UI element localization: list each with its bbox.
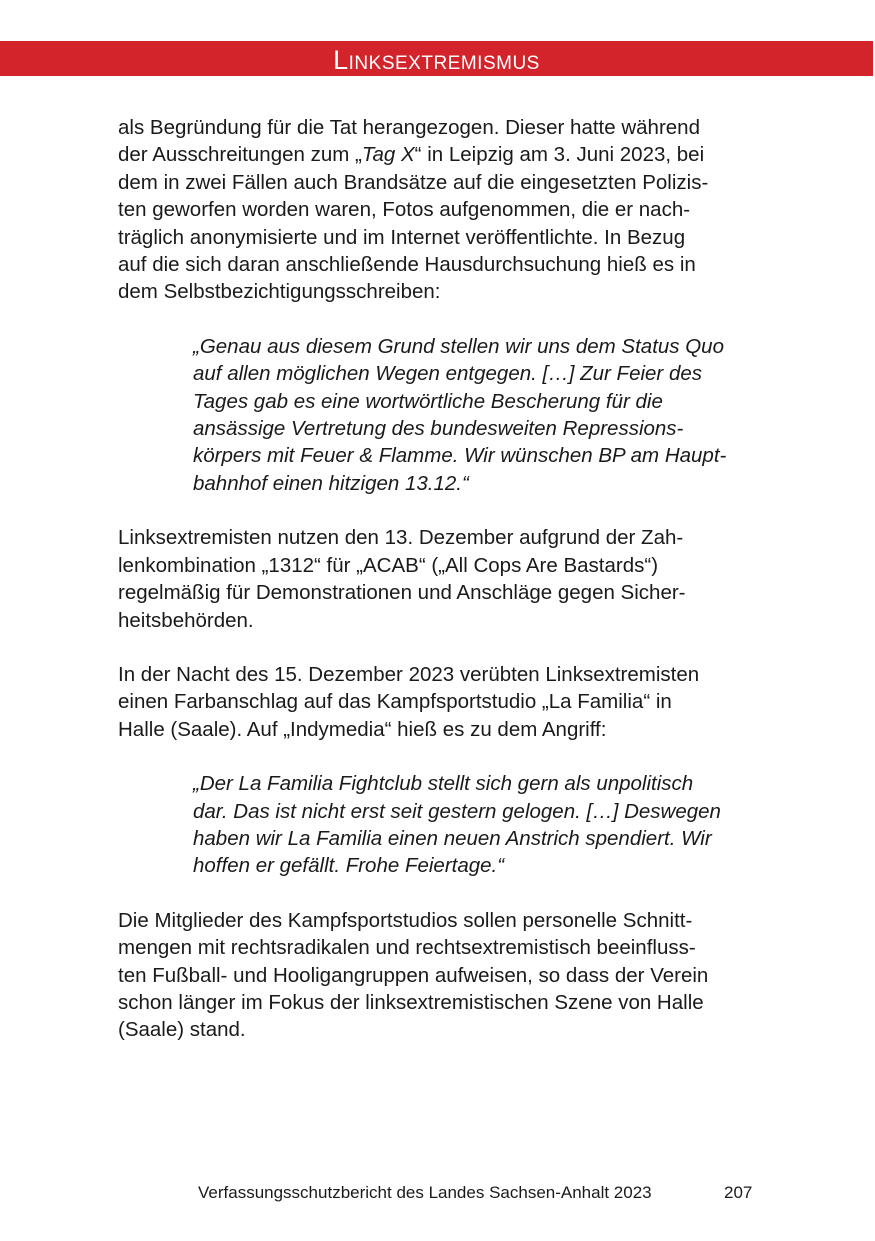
section-title: Linksextremismus — [333, 45, 540, 75]
text-line: träglich anonymisierte und im Internet veröffentlichte. In Bezug — [118, 225, 686, 249]
quote-line: haben wir La Familia einen neuen Anstrich spendiert. Wir — [193, 826, 712, 850]
text-line: (Saale) stand. — [118, 1018, 246, 1042]
text-line: In der Nacht des 15. Dezember 2023 verübten Linksextremisten — [118, 662, 700, 686]
quote-line: ansässige Vertretung des bundesweiten Repressions- — [193, 417, 684, 441]
body-paragraph — [118, 907, 763, 1044]
text-line: als Begründung für die Tat herangezogen. Dieser hatte während — [118, 116, 700, 139]
quote-line: Tages gab es eine wortwörtliche Bescherung für die — [193, 389, 663, 413]
quote-line: „Der La Familia Fightclub stellt sich gern als unpolitisch — [193, 772, 694, 796]
page-number: 207 — [724, 1183, 753, 1202]
text-line — [118, 141, 763, 168]
text-line: lenkombination „1312“ für „ACAB“ („All Cops Are Bastards“) — [118, 553, 659, 577]
text-line: schon länger im Fokus der linksextremistischen Szene von Halle — [118, 990, 704, 1014]
body-paragraph — [118, 114, 763, 306]
text-line: dem in zwei Fällen auch Brandsätze auf die eingesetzten Polizis- — [118, 170, 709, 194]
text-line: heitsbehörden. — [118, 608, 254, 632]
emphasis-term: Tag X — [361, 143, 415, 167]
quote-line: „Genau aus diesem Grund stellen wir uns dem Status Quo — [193, 334, 724, 358]
page-content — [118, 114, 763, 1071]
section-header-bar — [0, 41, 873, 76]
text-line: regelmäßig für Demonstrationen und Anschläge gegen Sicher- — [118, 581, 686, 605]
quote-line: dar. Das ist nicht erst seit gestern gelogen. […] Deswegen — [193, 799, 721, 823]
text-line: Halle (Saale). Auf „Indymedia“ hieß es zu dem Angriff: — [118, 717, 607, 741]
quote-line: auf allen möglichen Wegen entgegen. […] Zur Feier des — [193, 362, 702, 386]
block-quote — [193, 770, 763, 880]
quote-line: körpers mit Feuer & Flamme. Wir wünschen BP am Haupt- — [193, 444, 727, 468]
text-line: dem Selbstbezichtigungsschreiben: — [118, 280, 441, 304]
body-paragraph — [118, 524, 763, 634]
text-line: mengen mit rechtsradikalen und rechtsextremistisch beeinfluss- — [118, 936, 696, 960]
footer-publication-title: Verfassungsschutzbericht des Landes Sachsen-Anhalt 2023 — [198, 1183, 652, 1202]
text-fragment: der Ausschreitungen zum „ — [118, 143, 362, 167]
quote-line: hoffen er gefällt. Frohe Feiertage.“ — [193, 854, 505, 878]
text-line: auf die sich daran anschließende Hausdurchsuchung hieß es in — [118, 253, 696, 277]
body-paragraph — [118, 661, 763, 743]
quote-line: bahnhof einen hitzigen 13.12.“ — [193, 471, 469, 495]
text-line: Die Mitglieder des Kampfsportstudios sollen personelle Schnitt- — [118, 908, 693, 932]
block-quote — [193, 333, 763, 497]
text-fragment: “ in Leipzig am 3. Juni 2023, bei — [414, 143, 705, 167]
text-line: ten Fußball- und Hooligangruppen aufweisen, so dass der Verein — [118, 963, 709, 987]
text-line: einen Farbanschlag auf das Kampfsportstudio „La Familia“ in — [118, 690, 672, 714]
text-line: Linksextremisten nutzen den 13. Dezember aufgrund der Zah- — [118, 526, 684, 550]
text-line: ten geworfen worden waren, Fotos aufgenommen, die er nach- — [118, 198, 691, 222]
